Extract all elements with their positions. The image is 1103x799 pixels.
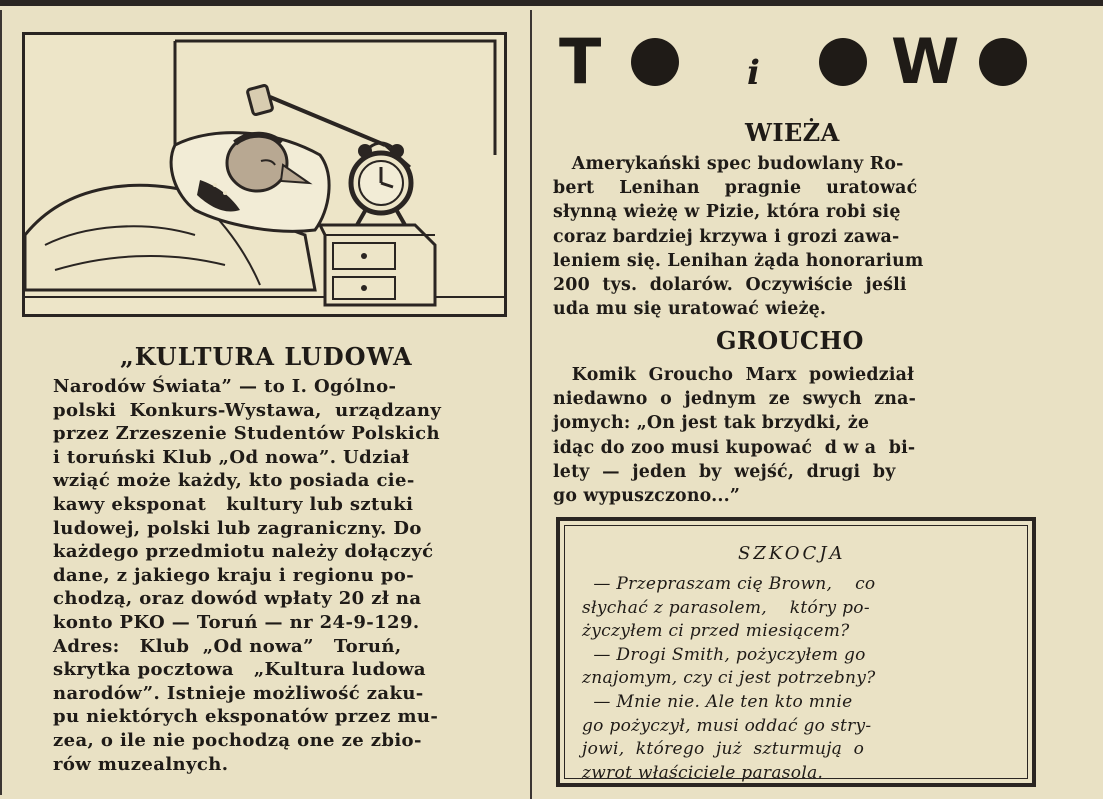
szkocja-text: — Przepraszam cię Brown, co słychać z parasolem, który po- życzyłem ci przed miesiącem? — Drogi Smith, pożyczyłem go znajomym, czy ci jest potrzebny? — Mnie nie. Ale ten kto mnie go pożyczył, musi oddać go stry- jowi, którego już szturmują o zwrot właściciele parasola. [582, 574, 876, 783]
groucho-text: Komik Groucho Marx powiedział niedawno o jednym ze swych zna- jomych: „On jest tak brzydki, że idąc do zoo musi kupować d w a bi- lety — jeden by wejść, drugi by go wypuszczono...” [553, 365, 917, 507]
wieza-title: WIEŻA [745, 118, 840, 147]
sleeping-man-alarm-clock-drawing [25, 35, 504, 314]
groucho-title: GROUCHO [716, 326, 864, 355]
wieza-text: Amerykański spec budowlany Ro- bert Lenihan pragnie uratować słynną wieżę w Pizie, która robi się coraz bardziej krzywa i grozi zawa- leniem się. Lenihan żąda honorarium 200 tys. dolarów. Oczywiście jeśli uda mu się uratować wieżę. [553, 154, 924, 320]
masthead-dot-o1 [631, 38, 679, 86]
masthead-letter-w: W [891, 25, 960, 98]
kultura-ludowa-text: Narodów Świata” — to I. Ogólno- polski Konkurs-Wystawa, urządzany przez Zrzeszenie Studentów Polskich i toruński Klub „Od nowa”. Udział wziąć może każdy, kto posiada cie- kawy eksponat kultury lub sztuki ludowej, polski lub zagraniczny. Do każdego przedmiotu należy dołączyć dane, z jakiego kraju i regionu po- chodzą, oraz dowód wpłaty 20 zł na konto PKO — Toruń — nr 24-9-129. Adres: Klub „Od nowa” Toruń, skrytka pocztowa „Kultura ludowa narodów”. Istnieje możliwość zaku- pu niektórych eksponatów przez mu- zea, o ile nie pochodzą one ze zbio- rów muzealnych. [53, 376, 442, 775]
masthead-dot-o2 [819, 38, 867, 86]
column-divider [530, 10, 532, 799]
left-rule [0, 10, 2, 795]
masthead-dot-o3 [979, 38, 1027, 86]
szkocja-title: SZKOCJA [738, 543, 846, 564]
top-rule [0, 0, 1103, 6]
szkocja-box [556, 517, 1036, 787]
masthead-letter-t: T [559, 25, 602, 98]
cartoon-illustration [22, 32, 507, 317]
kultura-ludowa-title: „KULTURA LUDOWA [120, 342, 413, 371]
to-i-owo-masthead [555, 25, 1035, 98]
masthead-letter-i: i [747, 53, 760, 93]
